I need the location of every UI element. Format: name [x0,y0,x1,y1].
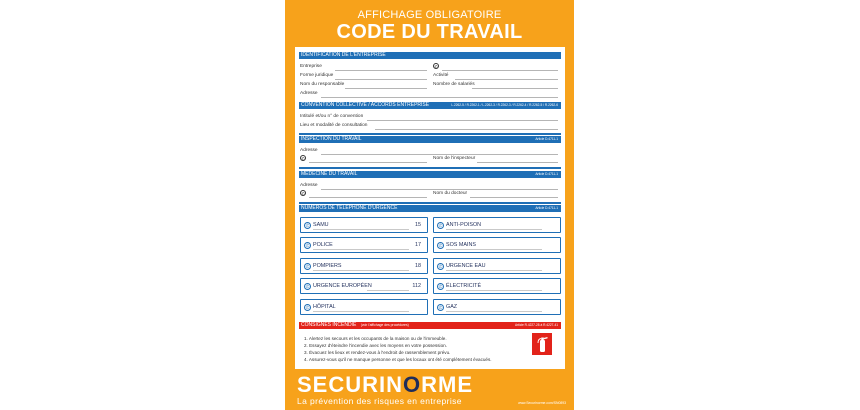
emergency-label: SOS MAINS [446,242,476,248]
urgence-ref: Article D.4711-1 [535,206,558,210]
phone-icon: ✆ [305,242,310,248]
phone-icon: ✆ [438,242,443,248]
section-divider [299,167,561,169]
emergency-number: 15 [415,222,421,228]
convention-ref: L.2262-5 / R.2262-1 / L.2262-3 / R.2262-3 / R.2262-4 / R.2262-5 / R.2262-6 [451,103,558,107]
brand-logo [297,372,473,398]
instruction-step: 2. Essayez d'éteindre l'incendie avec les moyens en votre possession. [304,343,447,348]
incendie-title: CONSIGNES INCENDIE [301,322,357,328]
phone-icon: ✆ [438,283,443,289]
urgence-title: NUMÉROS DE TÉLÉPHONE D'URGENCE [301,205,398,211]
field-line [470,197,558,198]
phone-icon: ✆ [305,222,310,228]
field-line [335,70,427,71]
field-medecine-adresse: Adresse [300,183,318,188]
phone-icon: ✆ [305,263,310,269]
poster [285,0,574,410]
emergency-label: GAZ [446,304,458,310]
emergency-box-electricite [433,278,561,294]
field-line [477,162,558,163]
emergency-box-sos-mains [433,237,561,253]
field-inspecteur: Nom de l'inspecteur [433,156,476,161]
emergency-label: ÉLECTRICITÉ [446,283,482,289]
entry-line [446,290,542,291]
medecine-ref: Article D.4711-1 [535,172,558,176]
field-line [367,120,558,121]
emergency-box-police [300,237,428,253]
entry-line [313,229,409,230]
phone-icon: ✆ [434,64,438,69]
incendie-header [299,322,561,329]
field-convention: Intitulé et/ou n° de convention [300,114,364,119]
phone-icon: ✆ [301,191,305,196]
field-nombre-salaries: Nombre de salariés [433,82,475,87]
field-line [472,88,558,89]
inspection-title: INSPECTION DU TRAVAIL [301,136,362,142]
field-line [345,88,427,89]
section-divider [299,133,561,135]
identification-title: IDENTIFICATION DE L'ENTREPRISE [301,52,386,58]
emergency-label: POMPIERS [313,263,342,269]
poster-title: CODE DU TRAVAIL [336,21,523,43]
incendie-subtitle: (voir l'affichage des procédures) [360,323,409,327]
emergency-box-pompiers [300,258,428,274]
emergency-label: HÔPITAL [313,304,336,310]
emergency-box-hopital [300,299,428,315]
field-line [309,197,427,198]
medecine-header [299,171,561,178]
emergency-label: SAMU [313,222,329,228]
phone-icon: ✆ [438,222,443,228]
field-forme-juridique: Forme juridique [300,73,334,78]
brand-part-3: RME [421,372,474,397]
entry-line [446,311,542,312]
form-sheet [295,47,565,369]
section-divider [299,202,561,204]
field-nom-responsable: Nom du responsable [300,82,345,87]
emergency-label: URGENCE EAU [446,263,486,269]
inspection-header [299,136,561,143]
identification-header [299,52,561,59]
phone-icon: ✆ [438,263,443,269]
phone-icon: ✆ [438,304,443,310]
emergency-box-urgence-eau [433,258,561,274]
field-line [375,129,558,130]
field-entreprise: Entreprise [300,64,322,69]
fire-extinguisher-icon [532,333,552,355]
field-line [335,79,427,80]
phone-icon: ✆ [305,304,310,310]
entry-line [313,270,409,271]
field-activite: Activité [433,73,449,78]
instruction-step: 3. Évacuez les lieux et rendez-vous à l'endroit de rassemblement prévu. [304,350,451,355]
entry-line [446,249,542,250]
field-line [442,70,558,71]
emergency-label: URGENCE EUROPÉEN [313,283,372,289]
emergency-number: 18 [415,263,421,269]
emergency-box-gaz [433,299,561,315]
entry-line [446,229,542,230]
instruction-step: 1. Alertez les secours et les occupants de la maison ou de l'immeuble. [304,336,447,341]
emergency-box-samu [300,217,428,233]
incendie-ref: Article R.4227-28 à R.4227-41 [514,323,558,327]
field-line [455,79,558,80]
emergency-number: 112 [412,283,421,289]
brand-part-1: SECURIN [297,372,404,397]
poster-kicker: AFFICHAGE OBLIGATOIRE [357,9,502,21]
field-docteur: Nom du docteur [433,191,468,196]
convention-title: CONVENTION COLLECTIVE / ACCORDS ENTREPRISE [301,102,430,108]
inspection-ref: Article D.4711-1 [535,137,558,141]
instruction-step: 4. Assurez-vous qu'il ne manque personne et que les locaux ont été complètement évacués. [304,357,492,362]
medecine-title: MÉDECINE DU TRAVAIL [301,171,358,177]
field-inspection-adresse: Adresse [300,148,318,153]
urgence-header [299,205,561,212]
entry-line [446,270,542,271]
phone-icon: ✆ [305,283,310,289]
convention-header [299,102,561,109]
emergency-number: 17 [415,242,421,248]
brand-part-2: O [403,372,422,397]
entry-line [367,290,409,291]
brand-tagline: La prévention des risques en entreprise [297,396,462,406]
field-adresse: Adresse [300,91,318,96]
field-line [321,189,558,190]
field-lieu-consultation: Lieu et modalité de consultation [300,123,368,128]
brand-url: www.Securinorme.com/SN0893 [518,401,566,405]
emergency-label: POLICE [313,242,333,248]
emergency-box-anti-poison [433,217,561,233]
phone-icon: ✆ [301,156,305,161]
entry-line [313,311,409,312]
field-line [321,154,558,155]
field-line [309,162,427,163]
entry-line [313,249,409,250]
field-line [321,97,558,98]
emergency-box-urgence-europeen [300,278,428,294]
emergency-label: ANTI-POISON [446,222,482,228]
